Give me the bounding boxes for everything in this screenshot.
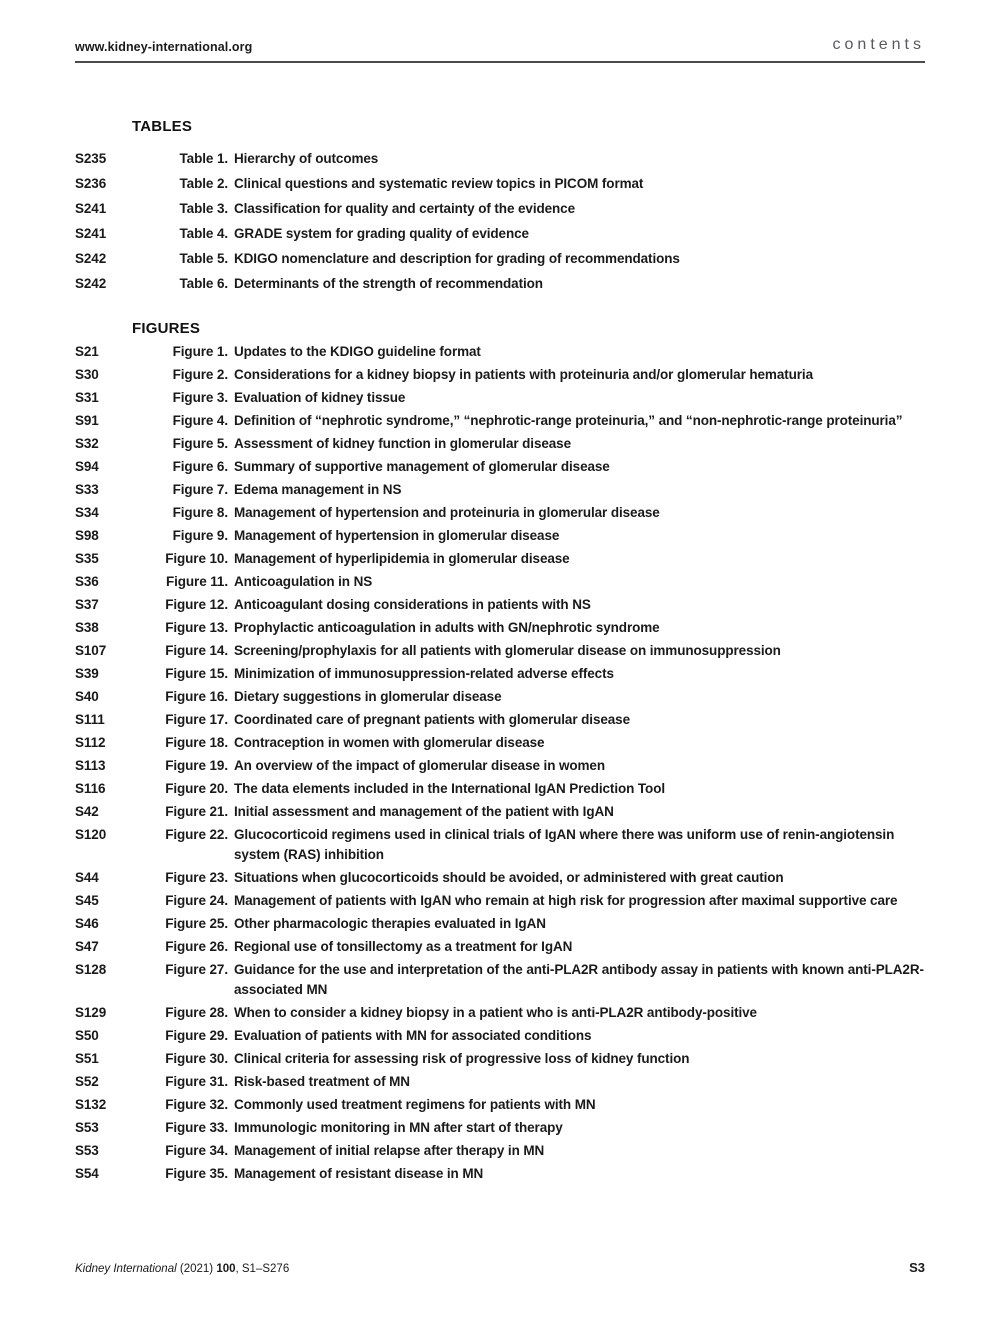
toc-entry[interactable] [75,891,925,911]
entry-page-number: S31 [75,390,99,405]
page-header [75,36,925,63]
toc-entry[interactable] [75,434,925,454]
entry-page-number: S129 [75,1005,107,1020]
toc-entry[interactable] [75,618,925,638]
toc-entry[interactable] [75,914,925,934]
entry-label: Figure 9. [172,528,228,543]
entry-page-number: S34 [75,505,99,520]
toc-entry[interactable] [75,1118,925,1138]
entry-page-number: S128 [75,962,107,977]
entry-page-number: S39 [75,666,99,681]
entry-title: Immunologic monitoring in MN after start of therapy [234,1120,563,1135]
entry-title: Edema management in NS [234,482,402,497]
entry-page-number: S112 [75,735,106,750]
entry-title: Anticoagulant dosing considerations in patients with NS [234,597,591,612]
entry-title: Initial assessment and management of the patient with IgAN [234,804,614,819]
toc-section [75,321,925,1184]
entry-title: Management of resistant disease in MN [234,1166,484,1181]
toc-entry[interactable] [75,503,925,523]
entry-page-number: S40 [75,689,99,704]
toc-entry[interactable] [75,664,925,684]
entry-title: Management of hyperlipidemia in glomerular disease [234,551,570,566]
entry-label: Figure 25. [165,916,228,931]
toc-entry[interactable] [75,779,925,799]
entry-page-number: S32 [75,436,99,451]
entry-label: Figure 7. [172,482,228,497]
entry-label: Table 1. [179,151,228,166]
entry-page-number: S45 [75,893,99,908]
entry-title: Contraception in women with glomerular disease [234,735,545,750]
entry-title: Coordinated care of pregnant patients with glomerular disease [234,712,630,727]
entry-label: Figure 3. [172,390,228,405]
entry-label: Figure 30. [165,1051,228,1066]
entry-label: Figure 10. [165,551,228,566]
toc-entry[interactable] [75,825,925,865]
entry-page-number: S37 [75,597,99,612]
toc-entry[interactable] [75,224,925,244]
entry-page-number: S38 [75,620,99,635]
entry-title: Prophylactic anticoagulation in adults with GN/nephrotic syndrome [234,620,660,635]
entry-label: Figure 16. [165,689,228,704]
entry-title: GRADE system for grading quality of evidence [234,226,529,241]
entry-title: Management of hypertension in glomerular disease [234,528,560,543]
entry-title: Assessment of kidney function in glomerular disease [234,436,571,451]
entry-label: Table 2. [179,176,228,191]
toc-entry[interactable] [75,710,925,730]
entry-label: Figure 14. [165,643,228,658]
journal-citation [75,1263,289,1275]
entry-label: Figure 22. [165,827,228,842]
entry-page-number: S36 [75,574,99,589]
entry-label: Figure 32. [165,1097,228,1112]
section-title: FIGURES [132,320,201,337]
entry-title: Management of hypertension and proteinuria in glomerular disease [234,505,660,520]
toc-entry[interactable] [75,1049,925,1069]
entry-label: Figure 11. [165,574,228,589]
site-url-link[interactable]: www.kidney-international.org [75,40,253,54]
entry-page-number: S51 [75,1051,99,1066]
entry-label: Table 5. [179,251,228,266]
entry-label: Figure 6. [172,459,228,474]
page-number: S3 [909,1260,925,1275]
toc-entry[interactable] [75,756,925,776]
entry-label: Figure 8. [172,505,228,520]
toc-entry[interactable] [75,480,925,500]
toc-entry[interactable] [75,960,925,1000]
toc-entry[interactable] [75,526,925,546]
entry-page-number: S241 [75,201,107,216]
entry-page-number: S52 [75,1074,99,1089]
entry-title: Definition of “nephrotic syndrome,” “nephrotic-range proteinuria,” and “non-nephrotic-range proteinuria” [234,413,903,428]
section-entries [75,342,925,1184]
entry-label: Figure 31. [165,1074,228,1089]
entry-label: Table 3. [179,201,228,216]
entry-page-number: S54 [75,1166,99,1181]
journal-year: (2021) [179,1263,214,1275]
entry-label: Figure 15. [165,666,228,681]
toc-entry[interactable] [75,1026,925,1046]
toc-entry[interactable] [75,1164,925,1184]
entry-label: Figure 13. [165,620,228,635]
toc-entry[interactable] [75,388,925,408]
entry-page-number: S94 [75,459,99,474]
entry-page-number: S44 [75,870,99,885]
entry-title: Anticoagulation in NS [234,574,373,589]
entry-page-number: S53 [75,1143,99,1158]
entry-page-number: S235 [75,151,107,166]
entry-page-number: S46 [75,916,99,931]
entry-title: Considerations for a kidney biopsy in patients with proteinuria and/or glomerular hematuria [234,367,813,382]
entry-page-number: S120 [75,827,107,842]
entry-page-number: S242 [75,251,107,266]
entry-title: Clinical questions and systematic review topics in PICOM format [234,176,644,191]
entry-title: KDIGO nomenclature and description for grading of recommendations [234,251,680,266]
entry-label: Table 6. [179,276,228,291]
toc-entry[interactable] [75,342,925,362]
entry-title: Regional use of tonsillectomy as a treatment for IgAN [234,939,573,954]
entry-title: Determinants of the strength of recommendation [234,276,543,291]
entry-page-number: S242 [75,276,107,291]
journal-name: Kidney International [75,1263,177,1275]
entry-title: Management of initial relapse after therapy in MN [234,1143,545,1158]
entry-title: Minimization of immunosuppression-related adverse effects [234,666,614,681]
entry-page-number: S91 [75,413,99,428]
entry-page-number: S35 [75,551,99,566]
entry-label: Figure 35. [165,1166,228,1181]
entry-page-number: S132 [75,1097,107,1112]
entry-title: When to consider a kidney biopsy in a patient who is anti-PLA2R antibody-positive [234,1005,757,1020]
entry-label: Figure 17. [165,712,228,727]
entry-page-number: S30 [75,367,99,382]
toc-entry[interactable] [75,733,925,753]
toc-entry[interactable] [75,1141,925,1161]
entry-title: Risk-based treatment of MN [234,1074,410,1089]
running-head: contents [832,36,925,53]
entry-title: Other pharmacologic therapies evaluated in IgAN [234,916,546,931]
entry-label: Figure 2. [172,367,228,382]
entry-title: An overview of the impact of glomerular disease in women [234,758,605,773]
entry-title: Summary of supportive management of glomerular disease [234,459,610,474]
toc-entry[interactable] [75,1003,925,1023]
entry-label: Figure 20. [165,781,228,796]
entry-label: Figure 28. [165,1005,228,1020]
toc-section [75,119,925,294]
toc-entry[interactable] [75,1095,925,1115]
entry-page-number: S241 [75,226,107,241]
entry-label: Figure 18. [165,735,228,750]
section-entries [75,149,925,294]
toc-entry[interactable] [75,174,925,194]
journal-pages: , S1–S276 [235,1263,290,1275]
entry-label: Figure 26. [165,939,228,954]
toc-entry[interactable] [75,365,925,385]
toc-entry[interactable] [75,687,925,707]
entry-label: Figure 24. [165,893,228,908]
entry-title: Guidance for the use and interpretation of the anti-PLA2R antibody assay in patients with known anti-PLA2R-associated MN [234,962,924,997]
entry-title: Classification for quality and certainty of the evidence [234,201,575,216]
entry-label: Figure 29. [165,1028,228,1043]
entry-page-number: S111 [75,712,105,727]
toc-entry[interactable] [75,937,925,957]
entry-label: Table 4. [179,226,228,241]
entry-label: Figure 12. [165,597,228,612]
entry-page-number: S113 [75,758,106,773]
entry-label: Figure 4. [172,413,228,428]
entry-page-number: S116 [75,781,106,796]
toc-entry[interactable] [75,411,925,431]
entry-page-number: S33 [75,482,99,497]
entry-title: Situations when glucocorticoids should be avoided, or administered with great caution [234,870,784,885]
toc-entry[interactable] [75,457,925,477]
contents-body [75,119,925,1184]
toc-entry[interactable] [75,1072,925,1092]
entry-page-number: S107 [75,643,107,658]
toc-entry[interactable] [75,595,925,615]
section-title: TABLES [132,118,193,135]
entry-label: Figure 34. [165,1143,228,1158]
entry-label: Figure 21. [165,804,228,819]
entry-title: Evaluation of kidney tissue [234,390,406,405]
page-footer [75,1260,925,1275]
toc-entry[interactable] [75,549,925,569]
journal-volume: 100 [216,1263,236,1275]
entry-label: Figure 19. [165,758,228,773]
toc-entry[interactable] [75,802,925,822]
entry-title: Management of patients with IgAN who remain at high risk for progression after maximal supportive care [234,893,898,908]
entry-page-number: S236 [75,176,107,191]
toc-entry[interactable] [75,249,925,269]
entry-title: Updates to the KDIGO guideline format [234,344,481,359]
entry-title: Commonly used treatment regimens for patients with MN [234,1097,596,1112]
entry-page-number: S21 [75,344,99,359]
toc-entry[interactable] [75,149,925,169]
toc-entry[interactable] [75,274,925,294]
entry-title: Glucocorticoid regimens used in clinical trials of IgAN where there was uniform use of renin-angiotensin system (RAS) inhibition [234,827,895,862]
entry-label: Figure 1. [172,344,228,359]
entry-label: Figure 27. [165,962,228,977]
entry-title: Clinical criteria for assessing risk of progressive loss of kidney function [234,1051,690,1066]
toc-entry[interactable] [75,199,925,219]
entry-page-number: S47 [75,939,99,954]
entry-title: Hierarchy of outcomes [234,151,379,166]
entry-title: Screening/prophylaxis for all patients with glomerular disease on immunosuppression [234,643,781,658]
toc-entry[interactable] [75,868,925,888]
entry-page-number: S50 [75,1028,99,1043]
entry-label: Figure 23. [165,870,228,885]
entry-page-number: S98 [75,528,99,543]
entry-title: The data elements included in the International IgAN Prediction Tool [234,781,665,796]
toc-entry[interactable] [75,641,925,661]
entry-title: Evaluation of patients with MN for associated conditions [234,1028,592,1043]
entry-label: Figure 5. [172,436,228,451]
entry-label: Figure 33. [165,1120,228,1135]
entry-page-number: S42 [75,804,99,819]
entry-page-number: S53 [75,1120,99,1135]
toc-entry[interactable] [75,572,925,592]
entry-title: Dietary suggestions in glomerular disease [234,689,502,704]
